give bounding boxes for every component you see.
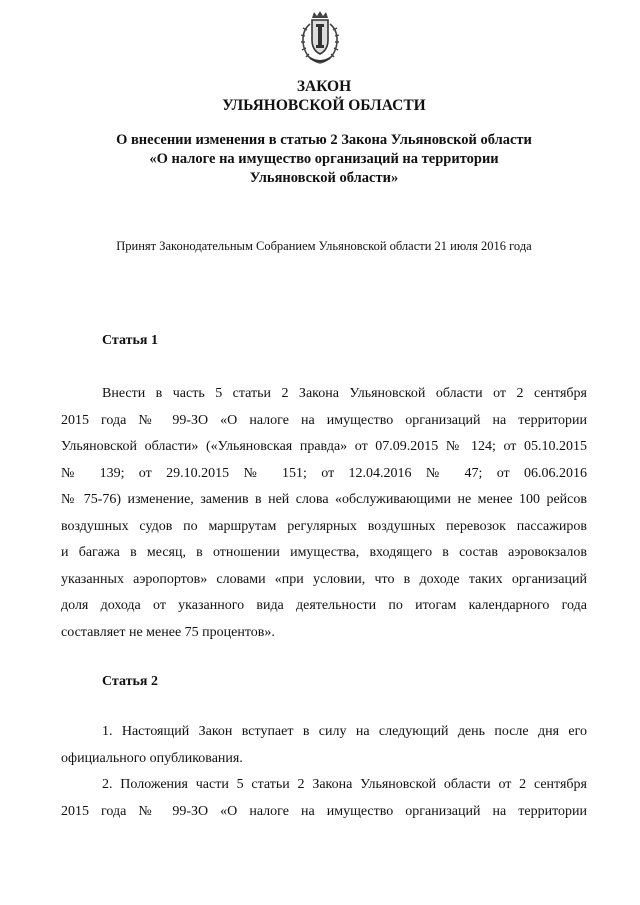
paragraph-line: официального опубликования. <box>61 750 243 766</box>
paragraph-line: доля дохода от указанного вида деятельности по итогам календарного года <box>61 598 587 613</box>
article-heading: Статья 2 <box>102 674 158 689</box>
paragraph-line: № 139; от 29.10.2015 № 151; от 12.04.2016 № 47; от 06.06.2016 <box>61 465 587 481</box>
paragraph-line: указанных аэропортов» словами «при условии, что в доходе таких организаций <box>61 571 587 587</box>
paragraph-line: № 75-76) изменение, заменив в ней слова «обслуживающими не менее 100 рейсов <box>61 492 587 507</box>
article-paragraph <box>61 719 587 772</box>
law-label: ЗАКОН <box>296 78 352 95</box>
paragraph-line: 2. Положения части 5 статьи 2 Закона Ульяновской области от 2 сентября <box>102 777 587 792</box>
article-paragraph <box>61 381 587 646</box>
paragraph-line: Ульяновской области» («Ульяновская правда» от 07.09.2015 № 124; от 05.10.2015 <box>61 439 587 454</box>
paragraph-line: 2015 года № 99-ЗО «О налоге на имущество организаций на территории <box>61 803 587 819</box>
article-paragraph <box>61 772 587 825</box>
law-title <box>60 77 588 115</box>
subtitle-line: Ульяновской области» <box>249 170 399 186</box>
law-subtitle <box>60 131 588 188</box>
subtitle-line: О внесении изменения в статью 2 Закона Ульяновской области <box>116 132 532 148</box>
article-heading: Статья 1 <box>102 333 158 348</box>
paragraph-line: 2015 года № 99-ЗО «О налоге на имущество организаций на территории <box>61 412 587 428</box>
adoption-note: Принят Законодательным Собранием Ульяновской области 21 июля 2016 года <box>116 239 532 253</box>
law-region: УЛЬЯНОВСКОЙ ОБЛАСТИ <box>222 97 426 114</box>
paragraph-line: Внести в часть 5 статьи 2 Закона Ульяновской области от 2 сентября <box>102 386 587 401</box>
paragraph-line: и багажа в месяц, в отношении имущества, входящего в состав аэровокзалов <box>61 545 587 560</box>
paragraph-line: воздушных судов по маршрутам регулярных воздушных перевозок пассажиров <box>61 518 587 534</box>
subtitle-line: «О налоге на имущество организаций на территории <box>149 151 499 167</box>
coat-of-arms-icon <box>296 10 344 66</box>
paragraph-line: 1. Настоящий Закон вступает в силу на следующий день после дня его <box>102 724 587 739</box>
paragraph-line: составляет не менее 75 процентов». <box>61 624 275 640</box>
